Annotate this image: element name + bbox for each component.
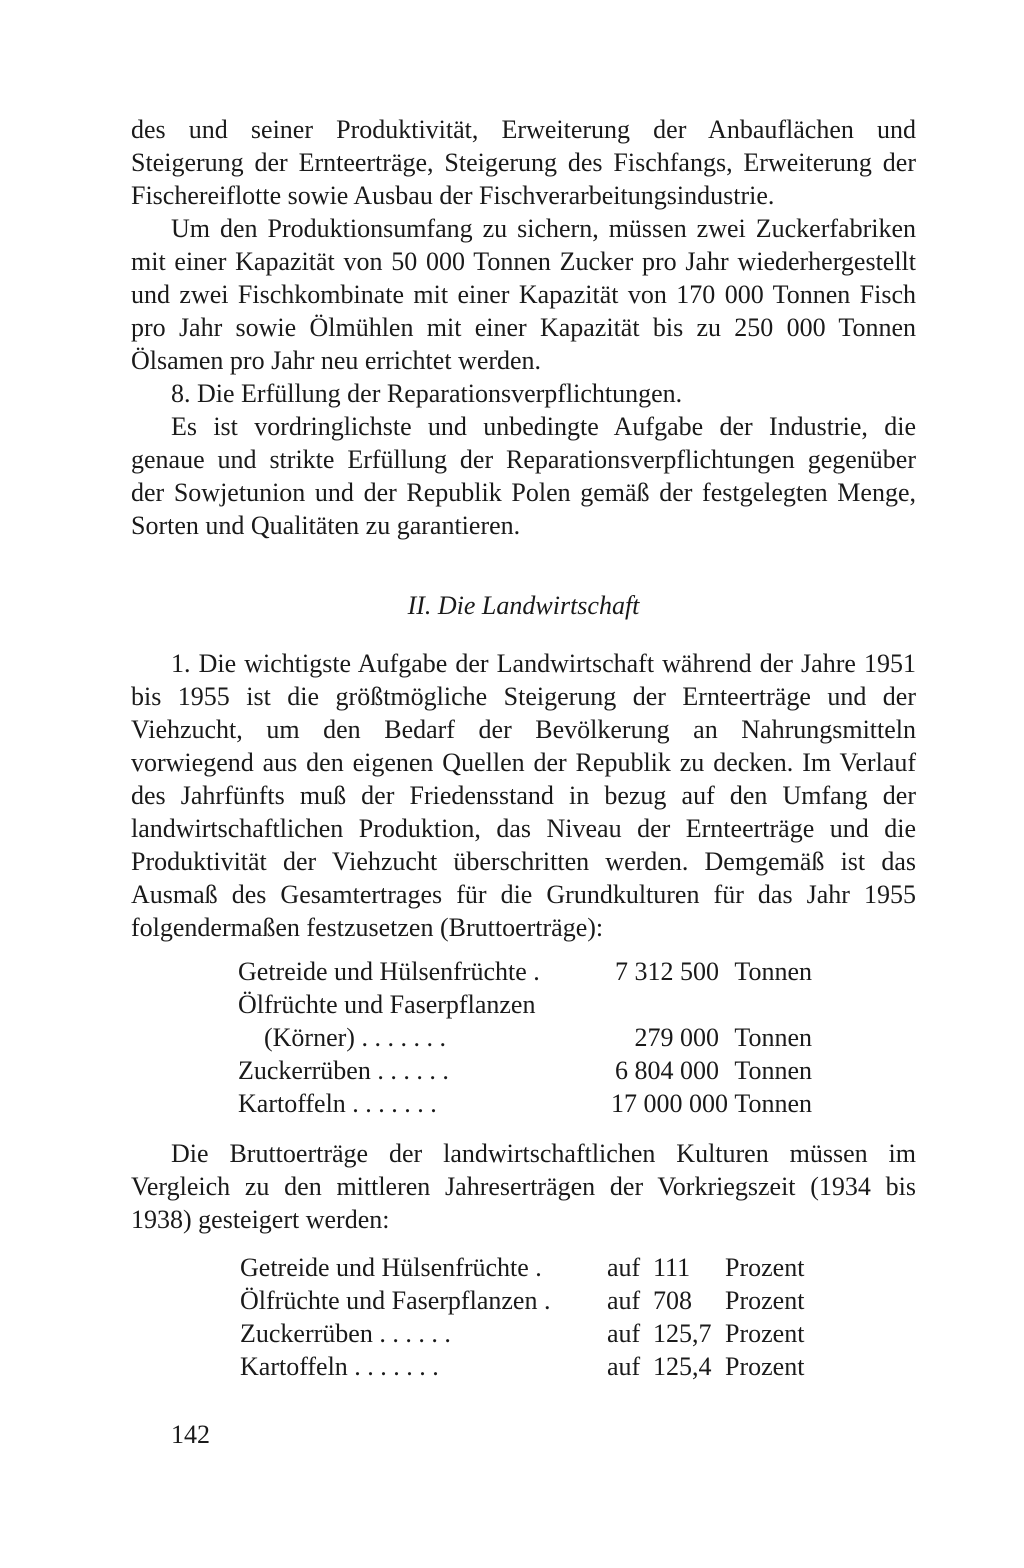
paragraph-item-8: 8. Die Erfüllung der Reparationsverpflichtungen.	[171, 379, 683, 408]
row-value: 111	[653, 1253, 691, 1282]
table-row	[238, 955, 812, 988]
table-row	[238, 1021, 812, 1054]
top-text-block	[131, 113, 916, 542]
row-auf: auf	[607, 1286, 641, 1315]
paragraph-bruttoertraege: Die Bruttoerträge der landwirtschaftlichen Kulturen müssen im Vergleich zu den mittleren Jahreserträgen der Vorkriegszeit (1934 bis 1938) gesteigert werden:	[131, 1139, 916, 1234]
paragraph-production: Um den Produktionsumfang zu sichern, müssen zwei Zuckerfabriken mit einer Kapazität von 50 000 Tonnen Zucker pro Jahr wiederhergestellt und zwei Fischkombinate mit einer Kapazität von 170 000 Tonnen Fisch pro Jahr sowie Ölmühlen mit einer Kapazität bis zu 250 000 Tonnen Ölsamen pro Jahr neu errichtet werden.	[131, 214, 916, 375]
row-value: 6 804 000	[615, 1056, 719, 1085]
row-value: 17 000 000	[611, 1089, 728, 1118]
row-label: Kartoffeln . . . . . . .	[238, 1089, 437, 1118]
paragraph-reparations: Es ist vordringlichste und unbedingte Aufgabe der Industrie, die genaue und strikte Erfüllung der Reparationsverpflichtungen gegenüber der Sowjetunion und der Republik Polen gemäß der festgelegten Menge, Sorten und Qualitäten zu garantieren.	[131, 412, 916, 540]
row-unit: Prozent	[725, 1286, 805, 1315]
row-value: 279 000	[634, 1023, 719, 1052]
row-unit: Tonnen	[734, 1056, 812, 1085]
row-value: 708	[653, 1286, 692, 1315]
row-label: Getreide und Hülsenfrüchte .	[240, 1253, 542, 1282]
table-row	[240, 1251, 814, 1284]
row-value: 125,4	[653, 1352, 712, 1381]
row-auf: auf	[607, 1253, 641, 1282]
row-unit: Prozent	[725, 1319, 805, 1348]
table-row	[238, 1087, 812, 1120]
page-number: 142	[171, 1420, 210, 1449]
row-unit: Tonnen	[734, 1089, 812, 1118]
row-label: Ölfrüchte und Faserpflanzen	[238, 990, 536, 1019]
row-value: 125,7	[653, 1319, 712, 1348]
row-unit: Prozent	[725, 1352, 805, 1381]
row-unit: Tonnen	[734, 1023, 812, 1052]
paragraph-continuation: des und seiner Produktivität, Erweiterung der Anbauflächen und Steigerung der Ernteerträge, Steigerung des Fischfangs, Erweiterung der Fischereiflotte sowie Ausbau der Fischverarbeitungsindustrie.	[131, 115, 916, 210]
section-heading: II. Die Landwirtschaft	[407, 591, 640, 620]
row-unit: Tonnen	[734, 957, 812, 986]
table-row	[240, 1317, 814, 1350]
row-auf: auf	[607, 1352, 641, 1381]
row-value: 7 312 500	[615, 957, 719, 986]
table-row	[238, 988, 812, 1021]
row-label: Zuckerrüben . . . . . .	[238, 1056, 449, 1085]
row-label: Ölfrüchte und Faserpflanzen .	[240, 1286, 551, 1315]
table-row	[240, 1284, 814, 1317]
row-label: Getreide und Hülsenfrüchte .	[238, 957, 540, 986]
row-label: Zuckerrüben . . . . . .	[240, 1319, 451, 1348]
table-row	[238, 1054, 812, 1087]
agriculture-text-block	[131, 647, 916, 944]
bruttoertraege-text-block	[131, 1137, 916, 1236]
row-label: Kartoffeln . . . . . . .	[240, 1352, 439, 1381]
paragraph-agriculture: 1. Die wichtigste Aufgabe der Landwirtschaft während der Jahre 1951 bis 1955 ist die größtmögliche Steigerung der Ernteerträge und der Viehzucht, um den Bedarf der Bevölkerung an Nahrungsmitteln vorwiegend aus den eigenen Quellen der Republik zu decken. Im Verlauf des Jahrfünfts muß der Friedensstand in bezug auf den Umfang der landwirtschaftlichen Produktion, das Niveau der Ernteerträge und die Produktivität der Viehzucht überschritten werden. Demgemäß ist das Ausmaß des Gesamtertrages für die Grundkulturen für das Jahr 1955 folgendermaßen festzusetzen (Bruttoerträge):	[131, 649, 916, 942]
row-auf: auf	[607, 1319, 641, 1348]
table-row	[240, 1350, 814, 1383]
table-prozent	[240, 1251, 814, 1383]
table-tonnen	[238, 955, 812, 1120]
row-label: (Körner) . . . . . . .	[238, 1023, 453, 1052]
row-unit: Prozent	[725, 1253, 805, 1282]
